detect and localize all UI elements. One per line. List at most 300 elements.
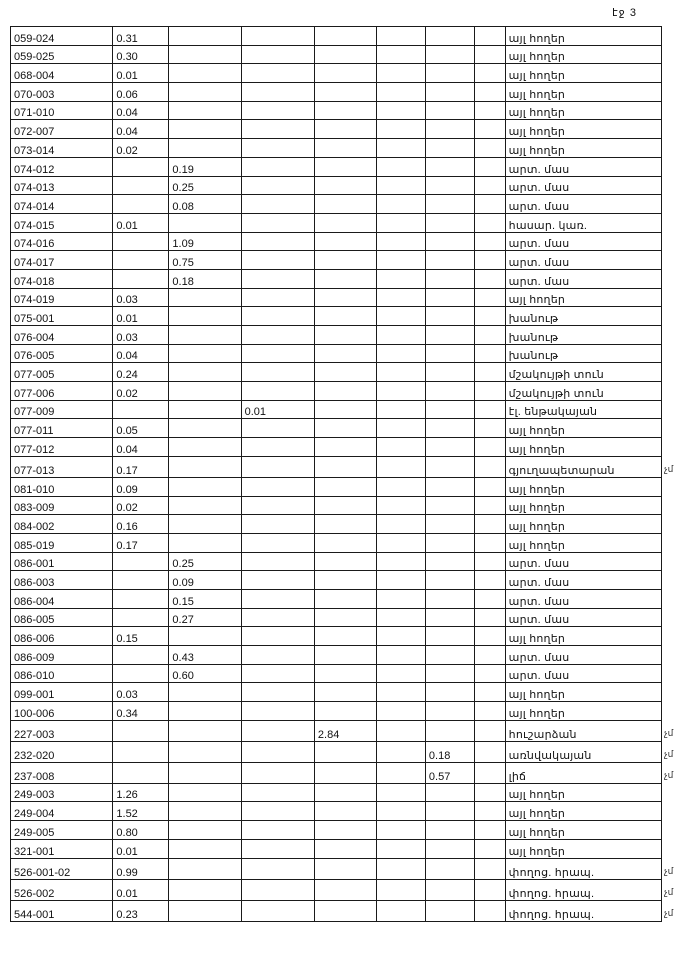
area-value: 0.17 (113, 456, 169, 477)
area-value (241, 139, 314, 158)
area-value (314, 438, 377, 457)
area-value: 0.02 (113, 139, 169, 158)
table-row (11, 27, 662, 46)
area-value (425, 269, 475, 288)
area-value (377, 589, 426, 608)
table-row (11, 456, 662, 477)
area-value (169, 741, 241, 762)
land-use-label: արտ. մաս (505, 195, 661, 214)
area-value (241, 552, 314, 571)
area-value (169, 27, 241, 46)
land-use-label: արտ. մաս (505, 269, 661, 288)
area-value (377, 456, 426, 477)
area-value (241, 232, 314, 251)
parcel-code: 074-015 (11, 213, 113, 232)
area-value: 0.01 (113, 213, 169, 232)
parcel-code: 059-024 (11, 27, 113, 46)
area-value (169, 496, 241, 515)
area-value (425, 83, 475, 102)
parcel-code: 084-002 (11, 515, 113, 534)
area-value (241, 533, 314, 552)
parcel-code: 086-004 (11, 589, 113, 608)
side-mark: չմ (664, 464, 674, 474)
area-value (377, 363, 426, 382)
parcel-code: 081-010 (11, 477, 113, 496)
area-value (377, 344, 426, 363)
area-value: 0.02 (113, 496, 169, 515)
area-value: 0.05 (113, 419, 169, 438)
area-value: 0.03 (113, 683, 169, 702)
table-row (11, 101, 662, 120)
table-row (11, 762, 662, 783)
area-value (425, 664, 475, 683)
area-value (169, 839, 241, 858)
area-value (241, 664, 314, 683)
table-row (11, 477, 662, 496)
table-row (11, 720, 662, 741)
cell-empty (475, 232, 505, 251)
area-value (377, 195, 426, 214)
area-value (169, 702, 241, 721)
area-value (425, 139, 475, 158)
table-row (11, 571, 662, 590)
land-use-label: այլ հողեր (505, 802, 661, 821)
area-value (314, 232, 377, 251)
table-row (11, 232, 662, 251)
cell-empty (475, 438, 505, 457)
area-value: 0.01 (113, 839, 169, 858)
area-value: 0.19 (169, 157, 241, 176)
area-value (241, 858, 314, 879)
parcel-code: 059-025 (11, 45, 113, 64)
table-row (11, 120, 662, 139)
parcel-code: 076-005 (11, 344, 113, 363)
area-value (377, 515, 426, 534)
area-value (425, 307, 475, 326)
area-value (377, 627, 426, 646)
parcel-code: 227-003 (11, 720, 113, 741)
area-value (113, 232, 169, 251)
cell-empty (475, 515, 505, 534)
side-mark: չմ (664, 770, 674, 780)
area-value (377, 83, 426, 102)
area-value (169, 101, 241, 120)
cell-empty (475, 64, 505, 83)
area-value (314, 400, 377, 419)
area-value (425, 195, 475, 214)
land-use-label: այլ հողեր (505, 419, 661, 438)
parcel-code: 074-013 (11, 176, 113, 195)
area-value: 1.52 (113, 802, 169, 821)
table-row (11, 269, 662, 288)
area-value (169, 879, 241, 900)
area-value (169, 419, 241, 438)
cell-empty (475, 101, 505, 120)
parcel-code: 074-016 (11, 232, 113, 251)
area-value (425, 608, 475, 627)
area-value: 0.27 (169, 608, 241, 627)
area-value (377, 101, 426, 120)
area-value (425, 45, 475, 64)
area-value (314, 64, 377, 83)
area-value (377, 664, 426, 683)
table-row (11, 176, 662, 195)
area-value: 0.09 (169, 571, 241, 590)
area-value: 0.18 (425, 741, 475, 762)
land-use-label: էլ. ենթակայան (505, 400, 661, 419)
cell-empty (475, 213, 505, 232)
cell-empty (475, 720, 505, 741)
parcel-code: 249-003 (11, 783, 113, 802)
area-value (314, 608, 377, 627)
area-value (113, 589, 169, 608)
cell-empty (475, 176, 505, 195)
parcel-code: 526-002 (11, 879, 113, 900)
area-value (314, 307, 377, 326)
area-value (314, 419, 377, 438)
area-value: 1.26 (113, 783, 169, 802)
parcel-code: 100-006 (11, 702, 113, 721)
table-row (11, 251, 662, 270)
area-value (314, 589, 377, 608)
table-row (11, 683, 662, 702)
cell-empty (475, 157, 505, 176)
area-value: 0.01 (113, 307, 169, 326)
area-value (314, 839, 377, 858)
area-value (241, 419, 314, 438)
area-value (241, 589, 314, 608)
area-value (377, 27, 426, 46)
cell-empty (475, 288, 505, 307)
area-value (377, 608, 426, 627)
parcel-code: 086-005 (11, 608, 113, 627)
table-row (11, 515, 662, 534)
page-number: էջ 3 (612, 7, 637, 19)
cell-empty (475, 419, 505, 438)
cell-empty (475, 382, 505, 401)
table-row (11, 627, 662, 646)
area-value: 0.23 (113, 900, 169, 921)
area-value: 0.80 (113, 821, 169, 840)
land-use-label: արտ. մաս (505, 157, 661, 176)
area-value (169, 382, 241, 401)
land-use-label: այլ հողեր (505, 64, 661, 83)
area-value (425, 571, 475, 590)
land-use-label: գյուղապետարան (505, 456, 661, 477)
area-value: 0.01 (113, 64, 169, 83)
cell-empty (475, 741, 505, 762)
cell-empty (475, 533, 505, 552)
table-row (11, 83, 662, 102)
area-value (425, 232, 475, 251)
cell-empty (475, 344, 505, 363)
area-value (425, 400, 475, 419)
area-value (113, 720, 169, 741)
parcel-code: 070-003 (11, 83, 113, 102)
area-value: 0.16 (113, 515, 169, 534)
area-value (241, 496, 314, 515)
area-value (241, 83, 314, 102)
area-value (425, 456, 475, 477)
area-value (169, 783, 241, 802)
area-value: 0.03 (113, 326, 169, 345)
area-value: 0.06 (113, 83, 169, 102)
land-use-label: այլ հողեր (505, 627, 661, 646)
cell-empty (475, 363, 505, 382)
parcel-code: 074-017 (11, 251, 113, 270)
table-row (11, 664, 662, 683)
area-value (377, 879, 426, 900)
land-use-label: արտ. մաս (505, 251, 661, 270)
area-value (241, 269, 314, 288)
area-value (241, 608, 314, 627)
area-value (113, 646, 169, 665)
side-mark: չմ (664, 887, 674, 897)
area-value (314, 288, 377, 307)
area-value (425, 288, 475, 307)
area-value (377, 176, 426, 195)
area-value (241, 382, 314, 401)
area-value (169, 821, 241, 840)
area-value (169, 45, 241, 64)
area-value (377, 646, 426, 665)
area-value (169, 683, 241, 702)
table-row (11, 139, 662, 158)
cell-empty (475, 571, 505, 590)
area-value (241, 307, 314, 326)
area-value (113, 176, 169, 195)
area-value (241, 702, 314, 721)
parcel-code: 086-006 (11, 627, 113, 646)
land-use-label: արտ. մաս (505, 552, 661, 571)
area-value (314, 496, 377, 515)
area-value (169, 83, 241, 102)
area-value (314, 45, 377, 64)
parcel-code: 074-019 (11, 288, 113, 307)
land-use-label: արտ. մաս (505, 646, 661, 665)
area-value: 0.08 (169, 195, 241, 214)
area-value (314, 176, 377, 195)
area-value (314, 879, 377, 900)
area-value (425, 879, 475, 900)
land-use-label: փողոց. հրապ. (505, 900, 661, 921)
parcel-code: 086-001 (11, 552, 113, 571)
area-value (377, 400, 426, 419)
parcel-code: 249-004 (11, 802, 113, 821)
land-use-label: արտ. մաս (505, 176, 661, 195)
land-use-label: փողոց. հրապ. (505, 858, 661, 879)
area-value (377, 326, 426, 345)
land-use-label: լիճ (505, 762, 661, 783)
land-use-label: այլ հողեր (505, 139, 661, 158)
land-use-label: արտ. մաս (505, 608, 661, 627)
area-value (241, 120, 314, 139)
area-value: 0.04 (113, 344, 169, 363)
area-value (241, 515, 314, 534)
land-use-label: մշակույթի տուն (505, 382, 661, 401)
land-use-label: հասար. կառ. (505, 213, 661, 232)
area-value (314, 533, 377, 552)
parcel-code: 077-005 (11, 363, 113, 382)
cell-empty (475, 83, 505, 102)
parcel-code: 086-003 (11, 571, 113, 590)
parcel-code: 099-001 (11, 683, 113, 702)
area-value (377, 741, 426, 762)
area-value (241, 45, 314, 64)
area-value (314, 120, 377, 139)
area-value (314, 326, 377, 345)
area-value (425, 646, 475, 665)
area-value (314, 27, 377, 46)
land-use-label: արտ. մաս (505, 664, 661, 683)
area-value (425, 477, 475, 496)
area-value (425, 821, 475, 840)
area-value (169, 213, 241, 232)
area-value (314, 456, 377, 477)
area-value (241, 802, 314, 821)
area-value: 0.18 (169, 269, 241, 288)
cell-empty (475, 858, 505, 879)
land-use-label: այլ հողեր (505, 288, 661, 307)
area-value (314, 269, 377, 288)
area-value (425, 363, 475, 382)
cell-empty (475, 589, 505, 608)
table-row (11, 438, 662, 457)
area-value (169, 438, 241, 457)
area-value (425, 900, 475, 921)
land-use-label: այլ հողեր (505, 83, 661, 102)
parcel-code: 074-014 (11, 195, 113, 214)
area-value (314, 741, 377, 762)
area-value: 2.84 (314, 720, 377, 741)
area-value (241, 101, 314, 120)
cell-empty (475, 646, 505, 665)
area-value (425, 64, 475, 83)
area-value (169, 720, 241, 741)
area-value (241, 839, 314, 858)
area-value (241, 683, 314, 702)
area-value (241, 720, 314, 741)
land-use-label: խանութ (505, 307, 661, 326)
area-value (314, 571, 377, 590)
cell-empty (475, 683, 505, 702)
area-value (425, 839, 475, 858)
side-mark: չմ (664, 749, 674, 759)
area-value (425, 496, 475, 515)
cell-empty (475, 783, 505, 802)
land-use-label: այլ հողեր (505, 477, 661, 496)
area-value (241, 456, 314, 477)
land-use-label: փողոց. հրապ. (505, 879, 661, 900)
area-value (377, 821, 426, 840)
cell-empty (475, 552, 505, 571)
area-value: 0.03 (113, 288, 169, 307)
cell-empty (475, 608, 505, 627)
area-value: 0.01 (241, 400, 314, 419)
area-value (113, 251, 169, 270)
area-value (314, 213, 377, 232)
land-use-label: այլ հողեր (505, 45, 661, 64)
area-value: 0.31 (113, 27, 169, 46)
area-value (113, 664, 169, 683)
land-use-label: այլ հողեր (505, 702, 661, 721)
parcel-code: 544-001 (11, 900, 113, 921)
table-row (11, 552, 662, 571)
land-use-label: այլ հողեր (505, 839, 661, 858)
area-value (425, 858, 475, 879)
area-value: 0.04 (113, 438, 169, 457)
area-value (377, 64, 426, 83)
area-value (425, 438, 475, 457)
parcel-code: 077-011 (11, 419, 113, 438)
area-value (241, 438, 314, 457)
area-value (169, 762, 241, 783)
area-value (425, 419, 475, 438)
land-use-label: այլ հողեր (505, 783, 661, 802)
area-value (169, 64, 241, 83)
parcel-code: 077-012 (11, 438, 113, 457)
cell-empty (475, 627, 505, 646)
table-row (11, 821, 662, 840)
area-value (377, 720, 426, 741)
area-value (169, 307, 241, 326)
area-value (169, 802, 241, 821)
area-value (425, 176, 475, 195)
parcel-code: 076-004 (11, 326, 113, 345)
parcel-code: 085-019 (11, 533, 113, 552)
land-use-label: այլ հողեր (505, 821, 661, 840)
area-value (377, 900, 426, 921)
area-value: 0.15 (169, 589, 241, 608)
area-value (425, 344, 475, 363)
cell-empty (475, 269, 505, 288)
area-value (314, 251, 377, 270)
area-value (113, 762, 169, 783)
table-row (11, 646, 662, 665)
area-value (169, 344, 241, 363)
area-value (169, 288, 241, 307)
area-value (169, 326, 241, 345)
area-value: 0.24 (113, 363, 169, 382)
area-value (241, 363, 314, 382)
land-use-label: այլ հողեր (505, 683, 661, 702)
cell-empty (475, 195, 505, 214)
cell-empty (475, 477, 505, 496)
area-value (169, 120, 241, 139)
area-value (241, 326, 314, 345)
table-row (11, 213, 662, 232)
area-value (314, 382, 377, 401)
cell-empty (475, 326, 505, 345)
area-value (377, 45, 426, 64)
land-use-label: այլ հողեր (505, 515, 661, 534)
cell-empty (475, 900, 505, 921)
area-value (377, 251, 426, 270)
area-value (425, 720, 475, 741)
area-value (113, 269, 169, 288)
area-value (377, 839, 426, 858)
area-value (169, 627, 241, 646)
area-value (377, 120, 426, 139)
cell-empty (475, 45, 505, 64)
area-value (425, 627, 475, 646)
parcel-code: 077-009 (11, 400, 113, 419)
area-value (425, 702, 475, 721)
land-use-label: առնվակայան (505, 741, 661, 762)
area-value: 0.25 (169, 176, 241, 195)
table-row (11, 589, 662, 608)
area-value (377, 802, 426, 821)
